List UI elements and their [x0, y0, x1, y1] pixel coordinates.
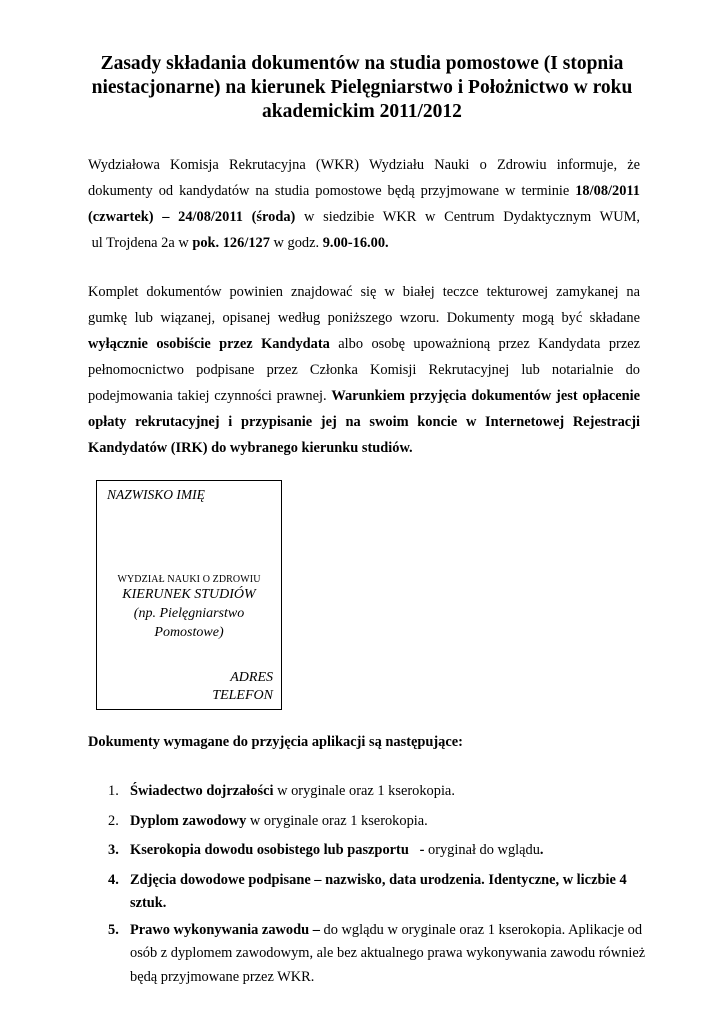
paragraph-line: Wydziałowa Komisja Rekrutacyjna (WKR) Wydziału Nauki o Zdrowiu informuje, że — [88, 157, 640, 173]
paragraph-line: pełnomocnictwo podpisane przez Członka Komisji Rekrutacyjnej lub notarialnie do — [88, 362, 640, 378]
documents-heading: Dokumenty wymagane do przyjęcia aplikacji są następujące: — [88, 734, 463, 750]
paragraph-line: podejmowania takiej czynności prawnej. Warunkiem przyjęcia dokumentów jest opłacenie — [88, 388, 640, 404]
paragraph-line: dokumenty od kandydatów na studia pomostowe będą przyjmowane w terminie 18/08/2011 — [88, 183, 640, 199]
paragraph-line: gumkę lub wiązanej, opisanej według poniższego wzoru. Dokumenty mogą być składane — [88, 310, 640, 326]
folder-faculty-label: WYDZIAŁ NAUKI O ZDROWIU — [117, 574, 261, 585]
folder-name-label: NAZWISKO IMIĘ — [107, 487, 205, 502]
instructions-paragraph — [88, 279, 640, 461]
paragraph-line: Komplet dokumentów powinien znajdować się w białej teczce tekturowej zamykanej na — [88, 284, 640, 300]
title-line-1: Zasady składania dokumentów na studia pomostowe (I stopnia — [100, 53, 624, 74]
room-number: pok. 126/127 — [192, 235, 270, 251]
paragraph-line: Kandydatów (IRK) do wybranego kierunku studiów. — [88, 440, 413, 456]
start-date: 18/08/2011 — [575, 183, 640, 199]
in-person-notice: wyłącznie osobiście przez Kandydata — [88, 336, 330, 352]
list-item: 1. Świadectwo dojrzałości w oryginale oraz 1 kserokopia. — [108, 783, 455, 799]
paragraph-line: wyłącznie osobiście przez Kandydata albo osobę upoważnioną przez Kandydata przez — [88, 336, 640, 352]
page-title — [80, 52, 644, 124]
list-item: 2. Dyplom zawodowy w oryginale oraz 1 kserokopia. — [108, 812, 428, 829]
title-line-2: niestacjonarne) na kierunek Pielęgniarstwo i Położnictwo w roku — [91, 77, 633, 98]
title-line-3: akademickim 2011/2012 — [262, 101, 462, 122]
office-hours: 9.00-16.00. — [322, 235, 389, 251]
list-item: 5. Prawo wykonywania zawodu – do wglądu w oryginale oraz 1 kserokopia. Aplikacje od osób z dyplomem zawodowym, ale bez aktualnego prawa wykonywania zawodu również będą przyjmowane przez WKR. — [108, 921, 646, 985]
documents-list — [88, 780, 648, 989]
paragraph-line: ul Trojdena 2a w pok. 126/127 w godz. 9.00-16.00. — [88, 235, 389, 251]
folder-label-sample — [96, 480, 282, 710]
date-range: (czwartek) – 24/08/2011 (środa) — [88, 209, 296, 225]
list-item: 4. Zdjęcia dowodowe podpisane – nazwisko, data urodzenia. Identyczne, w liczbie 4 sztuk. — [108, 871, 627, 911]
payment-condition: Warunkiem przyjęcia dokumentów jest opłacenie — [331, 388, 640, 404]
list-item: 3. Kserokopia dowodu osobistego lub paszportu - oryginał do wglądu. — [108, 842, 544, 858]
paragraph-line: opłaty rekrutacyjnej i przypisanie jej na swoim koncie w Internetowej Rejestracji — [88, 414, 640, 430]
announcement-paragraph — [88, 152, 640, 256]
folder-contact-label: ADRES TELEFON — [212, 670, 273, 703]
paragraph-line: (czwartek) – 24/08/2011 (środa) w siedzibie WKR w Centrum Dydaktycznym WUM, — [88, 209, 640, 225]
folder-field-label: KIERUNEK STUDIÓW (np. Pielęgniarstwo Pomostowe) — [122, 587, 256, 640]
